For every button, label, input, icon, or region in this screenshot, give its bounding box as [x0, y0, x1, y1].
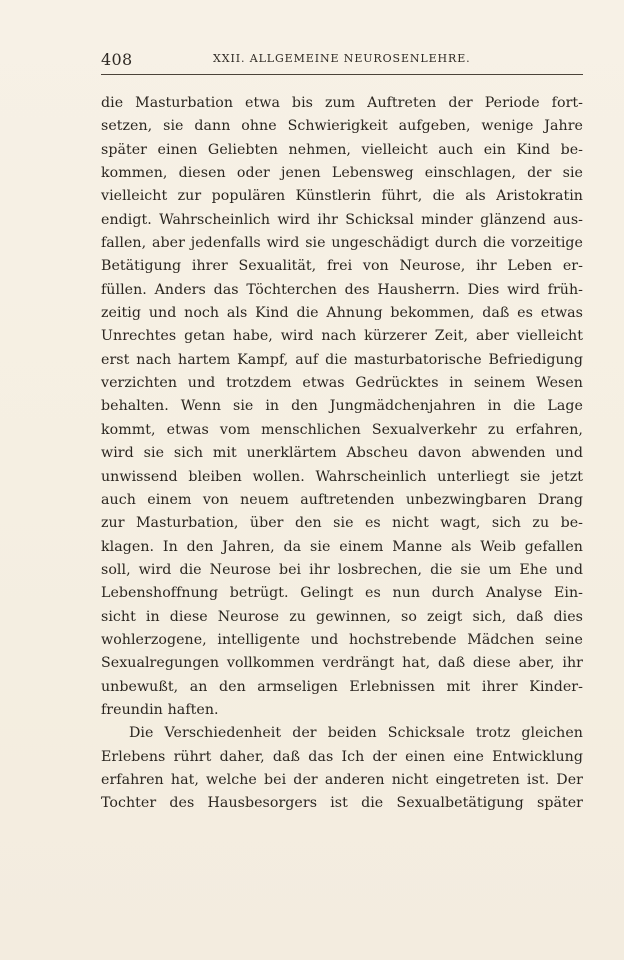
body-text	[101, 92, 583, 816]
text-line: erst nach hartem Kampf, auf die masturbatorische Befriedigung	[101, 351, 583, 368]
text-line: freundin haften.	[101, 701, 219, 718]
text-line: Unrechtes getan habe, wird nach kürzerer Zeit, aber vielleicht	[101, 328, 583, 345]
text-line: Die Verschiedenheit der beiden Schicksale trotz gleichen	[129, 725, 583, 742]
text-line: sicht in diese Neurose zu gewinnen, so zeigt sich, daß dies	[101, 608, 583, 625]
text-line: klagen. In den Jahren, da sie einem Manne als Weib gefallen	[101, 538, 583, 555]
header-rule	[101, 74, 583, 75]
text-line: wohlerzogene, intelligente und hochstrebende Mädchen seine	[101, 631, 583, 648]
text-line: kommt, etwas vom menschlichen Sexualverkehr zu erfahren,	[101, 421, 583, 438]
text-line: zur Masturbation, über den sie es nicht wagt, sich zu be-	[101, 515, 583, 532]
text-line: verzichten und trotzdem etwas Gedrücktes in seinem Wesen	[101, 375, 583, 392]
text-line: Tochter des Hausbesorgers ist die Sexualbetätigung später	[101, 795, 583, 812]
text-line: vielleicht zur populären Künstlerin führt, die als Aristokratin	[101, 188, 583, 205]
text-line: erfahren hat, welche bei der anderen nicht eingetreten ist. Der	[101, 771, 583, 788]
text-line: zeitig und noch als Kind die Ahnung bekommen, daß es etwas	[101, 305, 583, 322]
text-line: Betätigung ihrer Sexualität, frei von Neurose, ihr Leben er-	[101, 258, 583, 275]
running-head: XXII. ALLGEMEINE NEUROSENLEHRE.	[213, 52, 471, 65]
text-line: endigt. Wahrscheinlich wird ihr Schicksal minder glänzend aus-	[101, 211, 583, 228]
text-line: unbewußt, an den armseligen Erlebnissen mit ihrer Kinder-	[101, 678, 583, 695]
text-line: unwissend bleiben wollen. Wahrscheinlich unterliegt sie jetzt	[101, 468, 583, 485]
text-line: wird sie sich mit unerklärtem Abscheu davon abwenden und	[101, 445, 583, 462]
text-line: die Masturbation etwa bis zum Auftreten der Periode fort-	[101, 95, 583, 111]
text-line: auch einem von neuem auftretenden unbezwingbaren Drang	[101, 491, 583, 508]
text-line: füllen. Anders das Töchterchen des Hausherrn. Dies wird früh-	[101, 281, 583, 298]
page-header	[101, 50, 583, 74]
text-line: Erlebens rührt daher, daß das Ich der einen eine Entwicklung	[101, 748, 583, 765]
text-line: soll, wird die Neurose bei ihr losbrechen, die sie um Ehe und	[101, 561, 583, 578]
text-line: Sexualregungen vollkommen verdrängt hat, daß diese aber, ihr	[101, 655, 583, 672]
text-line: setzen, sie dann ohne Schwierigkeit aufgeben, wenige Jahre	[101, 118, 583, 135]
text-line: kommen, diesen oder jenen Lebensweg einschlagen, der sie	[101, 165, 583, 182]
text-line: später einen Geliebten nehmen, vielleicht auch ein Kind be-	[101, 141, 583, 158]
text-line: fallen, aber jedenfalls wird sie ungeschädigt durch die vorzeitige	[101, 235, 583, 252]
text-line: Lebenshoffnung betrügt. Gelingt es nun durch Analyse Ein-	[101, 585, 583, 602]
page-number: 408	[101, 50, 133, 69]
text-line: behalten. Wenn sie in den Jungmädchenjahren in die Lage	[101, 398, 583, 415]
